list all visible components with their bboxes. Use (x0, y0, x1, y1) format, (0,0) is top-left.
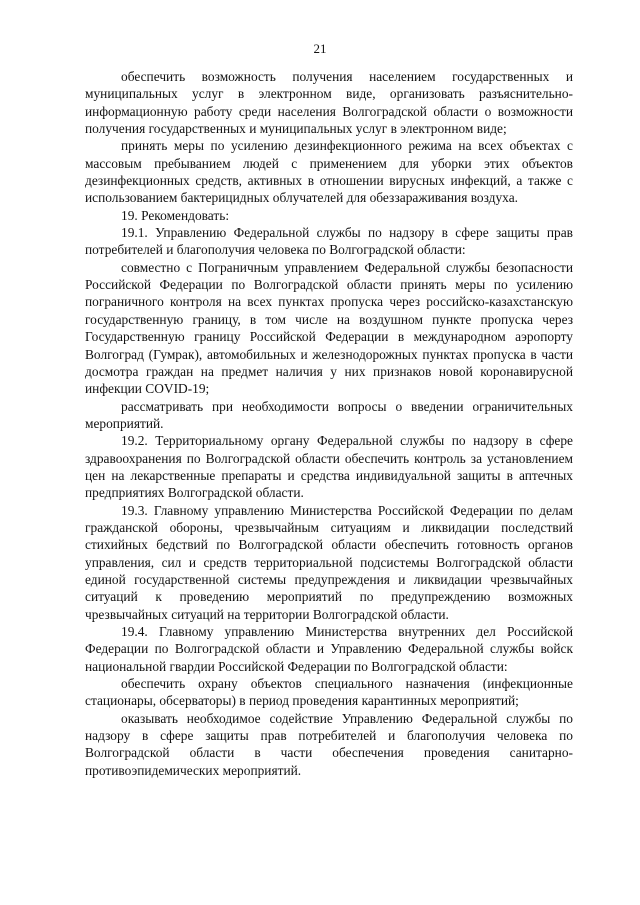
document-body (85, 68, 573, 779)
paragraph-disinfection-measures: принять меры по усилению дезинфекционного режима на всех объектах с массовым пребыванием людей с применением для уборки этих объектов дезинфекционных средств, активных в отношении вирусных инфекций, а также с использованием бактерицидных облучателей для обеззараживания воздуха. (85, 138, 573, 206)
paragraph-electronic-services: обеспечить возможность получения населением государственных и муниципальных услуг в электронном виде, организовать разъяснительно-информационную работу среди населения Волгоградской области о возможности получения государственных и муниципальных услуг в электронном виде; (85, 69, 573, 137)
paragraph-security-of-facilities: обеспечить охрану объектов специального назначения (инфекционные стационары, обсерваторы) в период проведения карантинных мероприятий; (85, 676, 573, 709)
paragraph-item-19: 19. Рекомендовать: (121, 207, 230, 223)
paragraph-assistance: оказывать необходимое содействие Управлению Федеральной службы по надзору в сфере защиты прав потребителей и благополучия человека по Волгоградской области в части обеспечения проведения санитарно-противоэпидемических мероприятий. (85, 710, 573, 778)
paragraph-item-19-3: 19.3. Главному управлению Министерства Российской Федерации по делам гражданской обороны, чрезвычайным ситуациям и ликвидации последствий стихийных бедствий по Волгоградской области обеспечить готовность органов управления, сил и средств территориальной подсистемы Волгоградской области единой государственной системы предупреждения и ликвидации чрезвычайных ситуаций к проведению мероприятий по предупреждению возможных чрезвычайных ситуаций на территории Волгоградской области. (85, 502, 573, 622)
paragraph-restrictive-measures: рассматривать при необходимости вопросы о введении ограничительных мероприятий. (85, 398, 573, 431)
page-number: 21 (313, 41, 327, 56)
paragraph-border-control: совместно с Пограничным управлением Федеральной службы безопасности Российской Федерации по Волгоградской области принять меры по усилению пограничного контроля на всех пунктах пропуска через российско-казахстанскую государственную границу, в том числе на воздушном пункте пропуска через Государственную границу Российской Федерации в международном аэропорту Волгоград (Гумрак), автомобильных и железнодорожных пунктах пропуска в части досмотра граждан на предмет наличия у них признаков новой коронавирусной инфекции COVID-19; (85, 259, 573, 397)
paragraph-item-19-4: 19.4. Главному управлению Министерства внутренних дел Российской Федерации по Волгоградской области и Управлению Федеральной службы войск национальной гвардии Российской Федерации по Волгоградской области: (85, 624, 573, 674)
paragraph-item-19-1: 19.1. Управлению Федеральной службы по надзору в сфере защиты прав потребителей и благополучия человека по Волгоградской области: (85, 225, 573, 258)
paragraph-item-19-2: 19.2. Территориальному органу Федеральной службы по надзору в сфере здравоохранения по Волгоградской области обеспечить контроль за установлением цен на лекарственные препараты и средства индивидуальной защиты в аптечных предприятиях Волгоградской области. (85, 433, 573, 501)
